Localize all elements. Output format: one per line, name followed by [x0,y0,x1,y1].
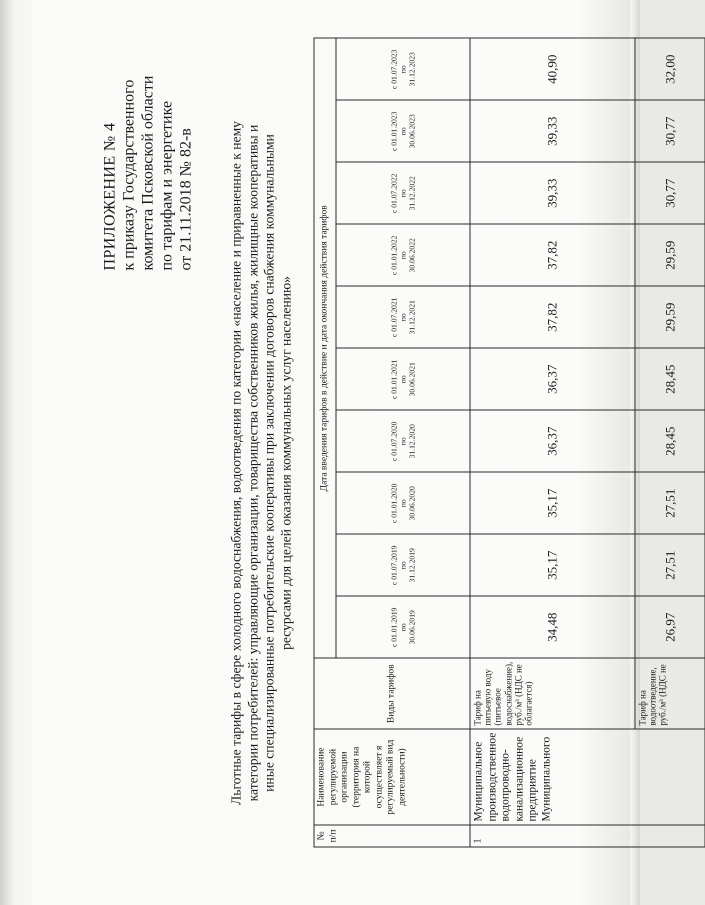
tariff-value-cell: 30,77 [635,162,705,224]
period-to: 31.12.2023 [407,51,416,86]
period-sep: по [398,64,407,73]
period-to: 30.06.2020 [407,485,416,520]
period-from: с 01.01.2020 [389,483,398,523]
period-from: с 01.07.2020 [389,421,398,461]
period-sep: по [398,312,407,321]
period-sep: по [398,126,407,135]
period-sep: по [398,622,407,631]
period-from: с 01.01.2023 [389,111,398,151]
period-from: с 01.07.2023 [389,49,398,89]
appendix-line: по тарифам и энергетике [158,100,175,270]
period-sep: по [398,560,407,569]
tariff-kind: Тариф на водоотведение, руб./м³ (НДС не [635,658,705,729]
header-kind: Виды тарифов [314,658,470,729]
tariff-value-cell: 26,97 [635,596,705,658]
period-sep: по [398,374,407,383]
tariff-value-cell: 32,00 [635,38,705,100]
tariff-value-cell: 37,82 [470,286,635,348]
tariff-value-cell: 27,51 [635,534,705,596]
header-num: № п/п [314,825,470,847]
period-to: 31.12.2022 [407,175,416,210]
period-header-cell [336,534,470,596]
period-from: с 01.07.2022 [389,173,398,213]
period-sep: по [398,436,407,445]
period-to: 31.12.2021 [407,299,416,334]
tariff-value-cell: 35,17 [470,534,635,596]
period-to: 31.12.2020 [407,423,416,458]
header-dates: Дата введения тарифов в действие и дата окончания действия тарифов [314,38,336,658]
heading-line: ресурсами для целей оказания коммунальных услуг населению» [277,275,293,650]
tariff-value-cell: 34,48 [470,596,635,658]
organization-name: Муниципальное производственное водопроводно-канализационное предприятие Муниципального [470,729,705,825]
period-header-cell [336,410,470,472]
period-from: с 01.07.2021 [389,297,398,337]
period-header-cell [336,224,470,286]
period-header-cell [336,348,470,410]
period-header-cell [336,286,470,348]
tariff-value-cell: 36,37 [470,410,635,472]
period-to: 30.06.2023 [407,113,416,148]
appendix-block [100,30,195,270]
tariff-value-cell: 36,37 [470,348,635,410]
table-body [470,38,705,847]
appendix-line: к приказу Государственного [120,79,137,270]
period-to: 31.12.2019 [407,547,416,582]
table-row [635,38,705,847]
tariff-value-cell: 40,90 [470,38,635,100]
tariff-value-cell: 27,51 [635,472,705,534]
appendix-line: комитета Псковской области [139,75,156,270]
appendix-line: от 21.11.2018 № 82-в [177,127,194,270]
tariff-table [313,37,705,847]
period-sep: по [398,250,407,259]
period-header-cell [336,38,470,100]
period-sep: по [398,498,407,507]
tariff-kind: Тариф на питьевую воду (питьевое водоснабжение), руб./м³ (НДС не облагается) [470,658,635,729]
period-to: 30.06.2022 [407,237,416,272]
tariff-value-cell: 30,77 [635,100,705,162]
document-heading [228,55,294,870]
row-number: 1 [470,825,705,847]
period-header-cell [336,100,470,162]
period-header-cell [336,162,470,224]
tariff-value-cell: 39,33 [470,100,635,162]
period-header-cell [336,596,470,658]
appendix-title: ПРИЛОЖЕНИЕ № 4 [101,122,118,270]
tariff-value-cell: 35,17 [470,472,635,534]
header-org: Наименование регулируемой организации (территория на которой осуществляет я регулируемый вид деятельности) [314,729,470,825]
tariff-value-cell: 29,59 [635,224,705,286]
period-to: 30.06.2019 [407,609,416,644]
period-from: с 01.01.2021 [389,359,398,399]
period-sep: по [398,188,407,197]
table-row [470,38,635,847]
tariff-value-cell: 28,45 [635,410,705,472]
heading-line: иные специализированные потребительские кооперативы при заключении договоров снабжения коммунальными [261,133,276,792]
heading-line: Льготные тарифы в сфере холодного водоснабжения, водоотведения по категории «население и приравненные к нему [228,120,243,805]
tariff-value-cell: 37,82 [470,224,635,286]
period-from: с 01.01.2019 [389,607,398,647]
period-header-cell [336,472,470,534]
tariff-value-cell: 28,45 [635,348,705,410]
period-to: 30.06.2021 [407,361,416,396]
period-from: с 01.01.2022 [389,235,398,275]
heading-line: категории потребителей: управляющие организации, товарищества собственников жилья, жилищные кооперативы и [244,124,260,801]
tariff-value-cell: 39,33 [470,162,635,224]
tariff-value-cell: 29,59 [635,286,705,348]
period-from: с 01.07.2019 [389,545,398,585]
